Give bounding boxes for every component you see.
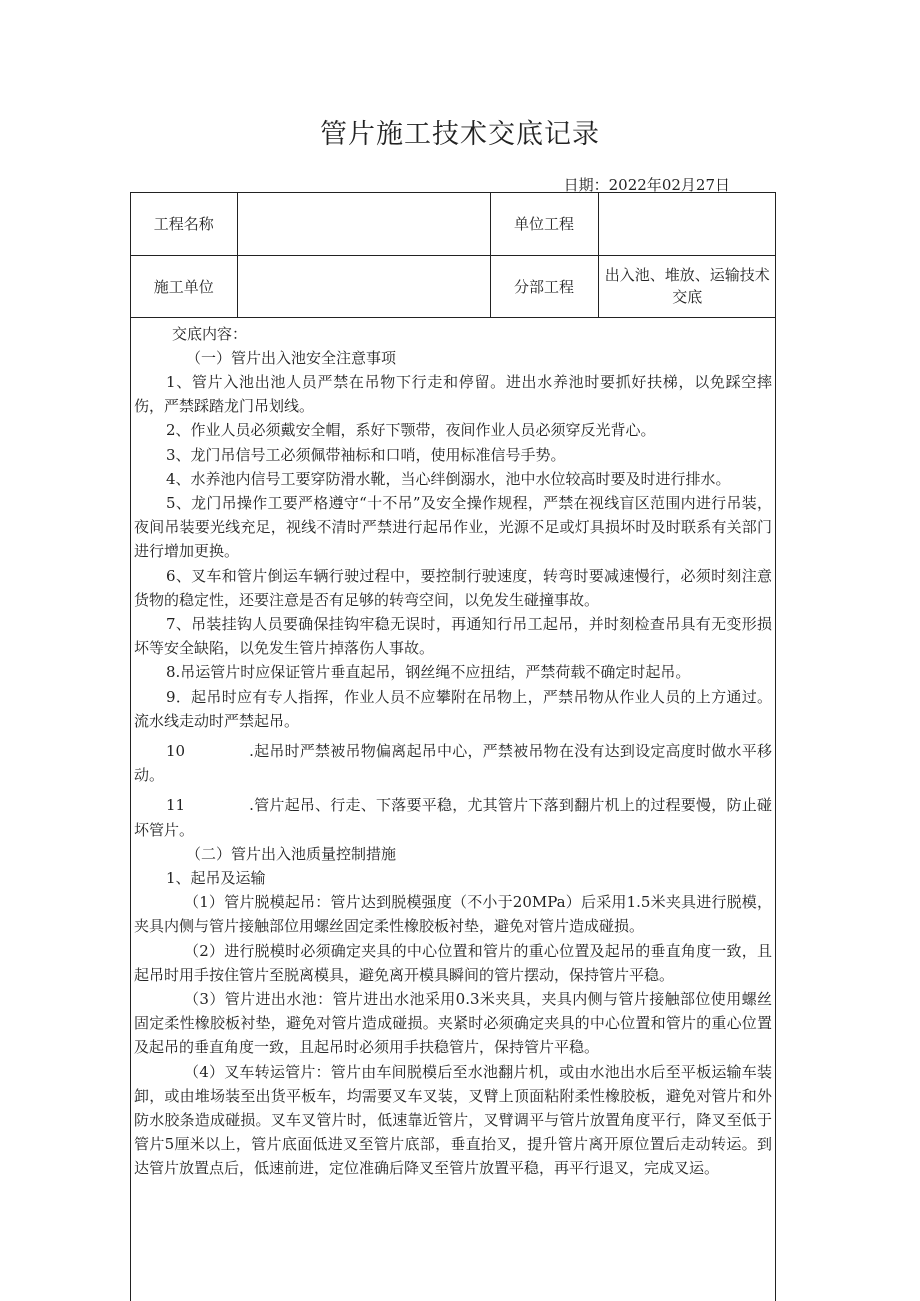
- safety-item-10-number: 10: [166, 741, 186, 760]
- safety-item-8: 8.吊运管片时应保证管片垂直起吊，钢丝绳不应扭结，严禁荷载不确定时起吊。: [166, 663, 691, 682]
- quality-para-4: （4）叉车转运管片：管片由车间脱模后至水池翻片机，或由水池出水后至平板运输车装卸，或由堆场装至出货平板车，均需要叉车叉装，叉臂上顶面粘附柔性橡胶板，避免对管片和外防水胶条造成碰损。叉车叉管片时，低速靠近管片，叉臂调平与管片放置角度平行，降叉至低于管片5厘米以上，管片底面低进叉至管片底部，垂直抬叉，提升管片离开原位置后走动转运。到达管片放置点后，低速前进，定位准确后降叉至管片放置平稳，再平行退叉，完成叉运。: [134, 1062, 772, 1178]
- section2-title: （二）管片出入池质量控制措施: [186, 844, 397, 863]
- construction-unit-label: 施工单位: [131, 255, 237, 317]
- safety-item-2: 2、作业人员必须戴安全帽，系好下颚带，夜间作业人员必须穿反光背心。: [166, 421, 656, 440]
- content-heading: 交底内容：: [172, 324, 248, 343]
- safety-item-10: [134, 739, 772, 787]
- safety-item-4: 4、水养池内信号工要穿防滑水靴，当心绊倒溺水，池中水位较高时要及时进行排水。: [166, 469, 731, 488]
- quality-para-2: （2）进行脱模时必须确定夹具的中心位置和管片的重心位置及起吊的垂直角度一致，且起吊时用手按住管片至脱离模具，避免离开模具瞬间的管片摆动，保持管片平稳。: [134, 941, 772, 984]
- safety-item-11: [134, 793, 772, 841]
- safety-item-5: 5、龙门吊操作工要严格遵守“十不吊”及安全操作规程，严禁在视线盲区范围内进行吊装，夜间吊装要光线充足，视线不清时严禁进行起吊作业，光源不足或灯具损坏时及时联系有关部门进行增加更换。: [134, 493, 772, 561]
- record-table: [130, 192, 776, 1301]
- section1-title: （一）管片出入池安全注意事项: [186, 348, 397, 367]
- disclosure-content: [131, 318, 775, 1181]
- construction-unit-value: [237, 255, 490, 317]
- safety-item-1: 1、管片入池出池人员严禁在吊物下行走和停留。进出水养池时要抓好扶梯，以免踩空摔伤，严禁踩踏龙门吊划线。: [134, 372, 772, 416]
- record-date: 日期：2022年02月27日: [563, 176, 730, 194]
- info-row-2: [131, 255, 776, 317]
- safety-item-6: 6、叉车和管片倒运车辆行驶过程中，要控制行驶速度，转弯时要减速慢行，必须时刻注意货物的稳定性，还要注意是否有足够的转弯空间，以免发生碰撞事故。: [134, 566, 772, 609]
- info-table: [131, 193, 776, 318]
- safety-item-11-number: 11: [166, 796, 186, 815]
- project-name-value: [237, 193, 490, 255]
- safety-item-11-text: .管片起吊、行走、下落要平稳，尤其管片下落到翻片机上的过程要慢，防止碰坏管片。: [134, 796, 772, 839]
- project-name-label: 工程名称: [131, 193, 237, 255]
- safety-item-10-text: .起吊时严禁被吊物偏离起吊中心，严禁被吊物在没有达到设定高度时做水平移动。: [134, 741, 772, 785]
- sub-project-value: 出入池、堆放、运输技术交底: [598, 255, 776, 317]
- info-row-1: [131, 193, 776, 255]
- quality-para-3: （3）管片进出水池：管片进出水池采用0.3米夹具，夹具内侧与管片接触部位使用螺丝固定柔性橡胶板衬垫，避免对管片造成碰损。夹紧时必须确定夹具的中心位置和管片的重心位置及起吊的垂直角度一致，且起吊时必须用手扶稳管片，保持管片平稳。: [134, 989, 772, 1057]
- unit-project-value: [598, 193, 776, 255]
- unit-project-label: 单位工程: [490, 193, 598, 255]
- page-title: 管片施工技术交底记录: [320, 119, 600, 150]
- sub1-title: 1、起吊及运输: [166, 868, 266, 887]
- sub-project-label: 分部工程: [490, 255, 598, 317]
- safety-item-3: 3、龙门吊信号工必须佩带袖标和口哨，使用标准信号手势。: [166, 445, 566, 464]
- safety-item-7: 7、吊装挂钩人员要确保挂钩牢稳无误时，再通知行吊工起吊，并时刻检查吊具有无变形损坏等安全缺陷，以免发生管片掉落伤人事故。: [134, 614, 772, 658]
- quality-para-1: （1）管片脱模起吊：管片达到脱模强度（不小于20MPa）后采用1.5米夹具进行脱模，夹具内侧与管片接触部位用螺丝固定柔性橡胶板衬垫，避免对管片造成碰损。: [134, 893, 772, 936]
- safety-item-9: 9．起吊时应有专人指挥，作业人员不应攀附在吊物上，严禁吊物从作业人员的上方通过。流水线走动时严禁起吊。: [134, 687, 772, 730]
